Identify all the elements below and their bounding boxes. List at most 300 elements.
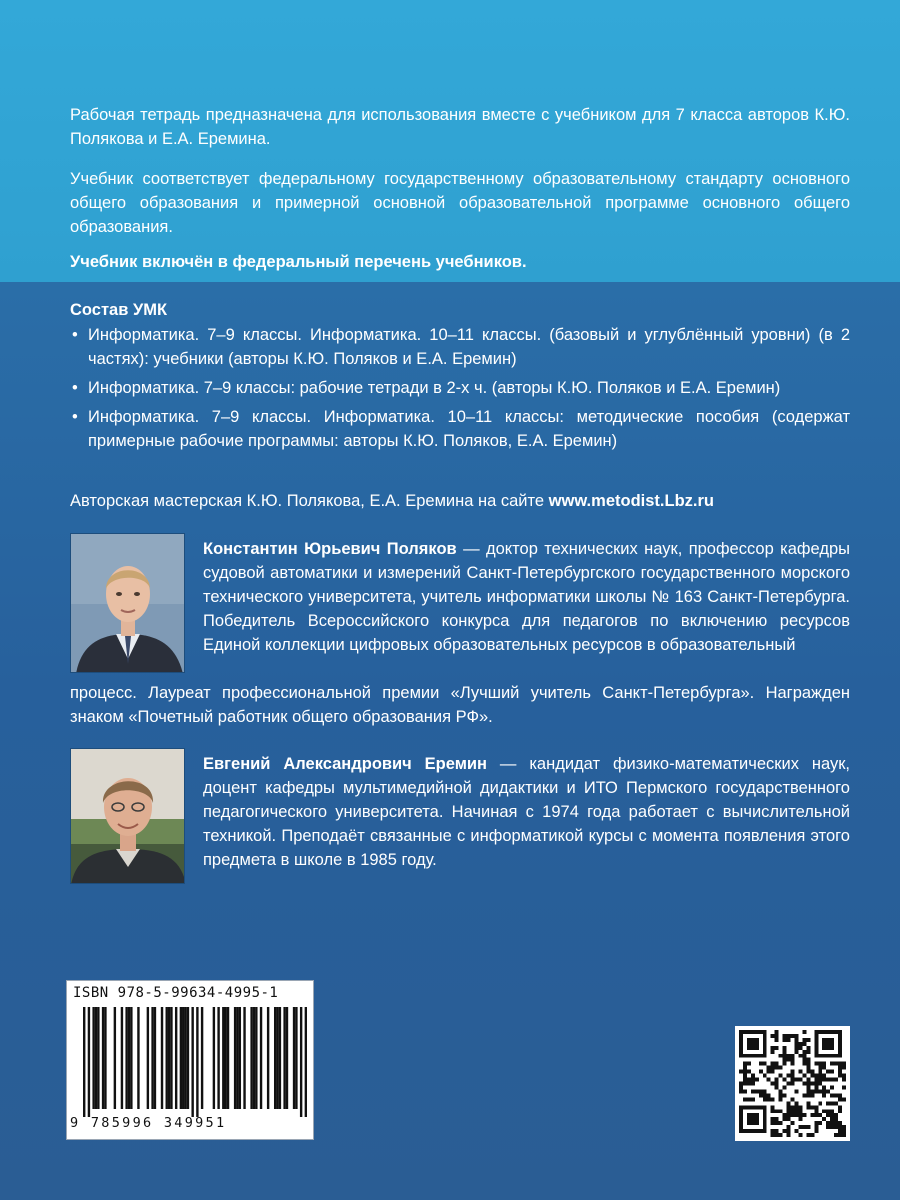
qr-module bbox=[810, 1074, 814, 1078]
barcode-bar bbox=[121, 1007, 123, 1109]
barcode-bar bbox=[250, 1007, 252, 1109]
qr-module bbox=[810, 1089, 814, 1093]
qr-module bbox=[842, 1085, 846, 1089]
qr-module bbox=[802, 1074, 806, 1078]
qr-module bbox=[842, 1133, 846, 1137]
barcode-bar bbox=[255, 1007, 257, 1109]
qr-module bbox=[771, 1066, 775, 1070]
author-bio-text: — кандидат физико-математических наук, доцент кафедры мультимедийной дидактики и ИТО Пермского государственного педагогического университета. Начиная с 1974 года работает с вычислительной техникой. Преподаёт связанные с информатикой курсы с момента появления этого предмета в школе в 1985 году. bbox=[203, 755, 850, 869]
qr-module bbox=[783, 1093, 787, 1097]
barcode-digits: 9 785996 349951 bbox=[70, 1115, 227, 1131]
qr-module bbox=[838, 1105, 842, 1109]
qr-module bbox=[834, 1078, 838, 1082]
qr-module bbox=[834, 1125, 838, 1129]
qr-module bbox=[798, 1109, 802, 1113]
qr-module bbox=[775, 1066, 779, 1070]
qr-module bbox=[806, 1101, 810, 1105]
qr-module bbox=[771, 1050, 775, 1054]
qr-module bbox=[814, 1125, 818, 1129]
qr-module bbox=[771, 1070, 775, 1074]
qr-module bbox=[838, 1121, 842, 1125]
qr-module bbox=[822, 1066, 826, 1070]
qr-module bbox=[794, 1105, 798, 1109]
portrait-illustration bbox=[71, 534, 185, 673]
qr-module bbox=[830, 1085, 834, 1089]
barcode-bar bbox=[161, 1007, 163, 1109]
barcode-bar bbox=[147, 1007, 149, 1109]
barcode-bar bbox=[224, 1007, 226, 1109]
barcode-bar bbox=[128, 1007, 130, 1109]
qr-module bbox=[767, 1078, 771, 1082]
qr-module bbox=[794, 1050, 798, 1054]
qr-module bbox=[802, 1030, 806, 1034]
qr-module bbox=[838, 1066, 842, 1070]
qr-module bbox=[787, 1038, 791, 1042]
qr-module bbox=[783, 1054, 787, 1058]
qr-module bbox=[810, 1133, 814, 1137]
qr-module bbox=[775, 1117, 779, 1121]
qr-module bbox=[806, 1066, 810, 1070]
barcode-bar bbox=[234, 1007, 236, 1109]
qr-module bbox=[787, 1125, 791, 1129]
qr-module bbox=[810, 1113, 814, 1117]
qr-module bbox=[779, 1093, 783, 1097]
qr-module bbox=[787, 1129, 791, 1133]
intro-paragraph-2: Учебник соответствует федеральному государственному образовательному стандарту основного общего образования и примерной основной образовательной программе основного общего образования. bbox=[70, 170, 850, 236]
qr-module bbox=[747, 1097, 751, 1101]
qr-module bbox=[818, 1062, 822, 1066]
umk-list bbox=[70, 323, 850, 458]
qr-module bbox=[814, 1078, 818, 1082]
qr-module bbox=[763, 1089, 767, 1093]
qr-module bbox=[791, 1074, 795, 1078]
qr-module bbox=[830, 1113, 834, 1117]
qr-module bbox=[830, 1078, 834, 1082]
qr-module bbox=[818, 1078, 822, 1082]
qr-module bbox=[842, 1078, 846, 1082]
qr-module bbox=[834, 1133, 838, 1137]
qr-module bbox=[822, 1089, 826, 1093]
author-photo-eremin bbox=[70, 748, 185, 884]
barcode-bar bbox=[305, 1007, 307, 1117]
barcode-bar bbox=[217, 1007, 219, 1109]
qr-module bbox=[787, 1105, 791, 1109]
qr-module bbox=[794, 1109, 798, 1113]
barcode-bar bbox=[102, 1007, 104, 1109]
qr-module bbox=[755, 1089, 759, 1093]
qr-module bbox=[787, 1101, 791, 1105]
qr-module bbox=[771, 1097, 775, 1101]
qr-module bbox=[810, 1070, 814, 1074]
qr-module bbox=[791, 1082, 795, 1086]
author-photo-polyakov bbox=[70, 533, 185, 673]
qr-module bbox=[842, 1074, 846, 1078]
qr-module bbox=[806, 1125, 810, 1129]
barcode-bar bbox=[83, 1007, 85, 1117]
qr-module bbox=[802, 1054, 806, 1058]
qr-module bbox=[759, 1070, 763, 1074]
qr-module bbox=[806, 1062, 810, 1066]
qr-module bbox=[802, 1058, 806, 1062]
qr-module bbox=[826, 1070, 830, 1074]
qr-module bbox=[743, 1074, 747, 1078]
qr-module bbox=[791, 1121, 795, 1125]
barcode-bar bbox=[166, 1007, 168, 1109]
qr-module bbox=[775, 1109, 779, 1113]
qr-module bbox=[791, 1113, 795, 1117]
qr-module bbox=[783, 1085, 787, 1089]
qr-module bbox=[743, 1078, 747, 1082]
barcode-icon bbox=[83, 1007, 307, 1117]
qr-module bbox=[834, 1093, 838, 1097]
qr-module bbox=[798, 1046, 802, 1050]
qr-module bbox=[798, 1133, 802, 1137]
qr-module bbox=[798, 1054, 802, 1058]
qr-module bbox=[838, 1093, 842, 1097]
barcode-bar bbox=[196, 1007, 198, 1117]
barcode-bar bbox=[283, 1007, 285, 1109]
qr-module bbox=[818, 1121, 822, 1125]
qr-module bbox=[830, 1121, 834, 1125]
qr-module bbox=[775, 1078, 779, 1082]
qr-module bbox=[755, 1078, 759, 1082]
qr-module bbox=[830, 1101, 834, 1105]
qr-module bbox=[759, 1093, 763, 1097]
qr-module bbox=[751, 1097, 755, 1101]
qr-module bbox=[775, 1129, 779, 1133]
qr-module bbox=[802, 1125, 806, 1129]
qr-module bbox=[775, 1082, 779, 1086]
barcode-bar bbox=[300, 1007, 302, 1117]
barcode-bar bbox=[92, 1007, 94, 1109]
qr-module bbox=[798, 1078, 802, 1082]
qr-module bbox=[775, 1034, 779, 1038]
qr-module bbox=[830, 1109, 834, 1113]
qr-module bbox=[763, 1093, 767, 1097]
barcode-bar bbox=[191, 1007, 193, 1117]
qr-module bbox=[814, 1121, 818, 1125]
umk-list-item: • Информатика. 7–9 классы. Информатика. 10–11 классы. (базовый и углублённый уровни) (в 2 частях): учебники (авторы К.Ю. Поляков и Е.А. Еремин) bbox=[70, 323, 850, 371]
barcode-bar bbox=[130, 1007, 132, 1109]
qr-module bbox=[791, 1078, 795, 1082]
qr-module bbox=[779, 1121, 783, 1125]
qr-module bbox=[739, 1085, 743, 1089]
qr-module bbox=[791, 1054, 795, 1058]
qr-module bbox=[806, 1058, 810, 1062]
qr-module bbox=[814, 1089, 818, 1093]
qr-module bbox=[743, 1082, 747, 1086]
qr-module bbox=[806, 1133, 810, 1137]
qr-module bbox=[810, 1093, 814, 1097]
barcode-bar bbox=[293, 1007, 295, 1109]
qr-module bbox=[791, 1109, 795, 1113]
qr-module bbox=[791, 1070, 795, 1074]
qr-module bbox=[739, 1070, 743, 1074]
qr-module bbox=[834, 1101, 838, 1105]
intro-federal-list: Учебник включён в федеральный перечень учебников. bbox=[70, 253, 527, 271]
qr-module bbox=[759, 1062, 763, 1066]
qr-module bbox=[775, 1046, 779, 1050]
barcode-bar bbox=[276, 1007, 278, 1109]
qr-finder bbox=[747, 1113, 759, 1125]
qr-module bbox=[838, 1125, 842, 1129]
barcode-bar bbox=[170, 1007, 172, 1109]
qr-module bbox=[818, 1082, 822, 1086]
qr-module bbox=[794, 1078, 798, 1082]
barcode-bar bbox=[295, 1007, 297, 1109]
qr-module bbox=[842, 1062, 846, 1066]
qr-module bbox=[842, 1129, 846, 1133]
qr-module bbox=[842, 1066, 846, 1070]
qr-finder bbox=[822, 1038, 834, 1050]
qr-code bbox=[735, 1026, 850, 1141]
qr-module bbox=[771, 1046, 775, 1050]
author-bio-text: — доктор технических наук, профессор кафедры судовой автоматики и измерений Санкт-Петербургского государственного морского технического университета, учитель информатики школы № 163 Санкт-Петербурга. Победитель Всероссийского конкурса для педагогов по включению ресурсов Единой коллекции цифровых образовательных ресурсов в образовательный bbox=[203, 540, 850, 654]
barcode-bar bbox=[104, 1007, 106, 1109]
qr-module bbox=[775, 1030, 779, 1034]
qr-module bbox=[830, 1117, 834, 1121]
qr-module bbox=[822, 1085, 826, 1089]
umk-title: Состав УМК bbox=[70, 301, 168, 319]
qr-module bbox=[802, 1093, 806, 1097]
qr-module bbox=[802, 1050, 806, 1054]
qr-module bbox=[806, 1078, 810, 1082]
qr-module bbox=[814, 1074, 818, 1078]
qr-module bbox=[787, 1082, 791, 1086]
qr-module bbox=[751, 1082, 755, 1086]
author-name: Евгений Александрович Еремин bbox=[203, 755, 488, 773]
qr-module bbox=[767, 1066, 771, 1070]
qr-module bbox=[806, 1089, 810, 1093]
qr-module bbox=[806, 1082, 810, 1086]
qr-module bbox=[794, 1034, 798, 1038]
barcode-bar bbox=[154, 1007, 156, 1109]
qr-module bbox=[806, 1038, 810, 1042]
qr-module bbox=[787, 1074, 791, 1078]
qr-module bbox=[802, 1038, 806, 1042]
qr-module bbox=[814, 1082, 818, 1086]
qr-module bbox=[791, 1058, 795, 1062]
qr-module bbox=[747, 1062, 751, 1066]
qr-module bbox=[818, 1066, 822, 1070]
umk-list-item: • Информатика. 7–9 классы: рабочие тетради в 2-х ч. (авторы К.Ю. Поляков и Е.А. Еремин) bbox=[70, 376, 850, 400]
qr-module bbox=[771, 1121, 775, 1125]
qr-module bbox=[838, 1097, 842, 1101]
qr-module bbox=[787, 1109, 791, 1113]
qr-module bbox=[806, 1093, 810, 1097]
qr-module bbox=[806, 1050, 810, 1054]
barcode-bar bbox=[274, 1007, 276, 1109]
qr-module bbox=[779, 1089, 783, 1093]
author-name: Константин Юрьевич Поляков bbox=[203, 540, 457, 558]
qr-module bbox=[743, 1089, 747, 1093]
qr-module bbox=[834, 1117, 838, 1121]
barcode-bar bbox=[213, 1007, 215, 1109]
qr-module bbox=[818, 1089, 822, 1093]
qr-module bbox=[771, 1082, 775, 1086]
qr-module bbox=[810, 1105, 814, 1109]
barcode-bar bbox=[187, 1007, 189, 1109]
qr-module bbox=[783, 1038, 787, 1042]
qr-module bbox=[834, 1121, 838, 1125]
barcode-bar bbox=[168, 1007, 170, 1109]
qr-module bbox=[794, 1038, 798, 1042]
qr-module bbox=[739, 1089, 743, 1093]
author-bio-polyakov bbox=[203, 537, 850, 657]
qr-module bbox=[751, 1074, 755, 1078]
barcode-bar bbox=[180, 1007, 182, 1109]
qr-module bbox=[767, 1093, 771, 1097]
qr-module bbox=[763, 1097, 767, 1101]
qr-module bbox=[822, 1062, 826, 1066]
qr-module bbox=[779, 1109, 783, 1113]
barcode-bar bbox=[236, 1007, 238, 1109]
qr-module bbox=[771, 1034, 775, 1038]
qr-module bbox=[775, 1085, 779, 1089]
qr-module bbox=[806, 1046, 810, 1050]
qr-module bbox=[771, 1133, 775, 1137]
qr-module bbox=[791, 1062, 795, 1066]
qr-module bbox=[747, 1070, 751, 1074]
qr-module bbox=[806, 1070, 810, 1074]
qr-module bbox=[791, 1105, 795, 1109]
qr-module bbox=[743, 1097, 747, 1101]
qr-module bbox=[787, 1054, 791, 1058]
qr-module bbox=[818, 1101, 822, 1105]
qr-module bbox=[751, 1078, 755, 1082]
qr-module bbox=[783, 1034, 787, 1038]
qr-module bbox=[798, 1117, 802, 1121]
qr-module bbox=[771, 1105, 775, 1109]
qr-module bbox=[822, 1074, 826, 1078]
qr-module bbox=[783, 1050, 787, 1054]
barcode-bar bbox=[95, 1007, 97, 1109]
qr-module bbox=[783, 1046, 787, 1050]
qr-module bbox=[802, 1042, 806, 1046]
qr-module bbox=[814, 1113, 818, 1117]
qr-module bbox=[826, 1113, 830, 1117]
qr-module bbox=[767, 1097, 771, 1101]
qr-module bbox=[787, 1117, 791, 1121]
qr-module bbox=[798, 1042, 802, 1046]
qr-module bbox=[818, 1113, 822, 1117]
qr-module bbox=[822, 1078, 826, 1082]
barcode-bar bbox=[182, 1007, 184, 1109]
qr-module bbox=[826, 1089, 830, 1093]
qr-module bbox=[802, 1113, 806, 1117]
qr-module bbox=[814, 1109, 818, 1113]
barcode-bar bbox=[175, 1007, 177, 1109]
qr-module bbox=[779, 1054, 783, 1058]
qr-module bbox=[838, 1129, 842, 1133]
qr-module bbox=[806, 1105, 810, 1109]
barcode-bar bbox=[97, 1007, 99, 1109]
barcode-bar bbox=[114, 1007, 116, 1109]
qr-module bbox=[775, 1038, 779, 1042]
qr-module bbox=[822, 1093, 826, 1097]
qr-module bbox=[791, 1097, 795, 1101]
qr-module bbox=[838, 1070, 842, 1074]
qr-module bbox=[838, 1109, 842, 1113]
qr-module bbox=[798, 1113, 802, 1117]
qr-module bbox=[771, 1117, 775, 1121]
qr-module bbox=[826, 1125, 830, 1129]
qr-module bbox=[747, 1082, 751, 1086]
qr-code-icon bbox=[735, 1026, 850, 1141]
qr-module bbox=[814, 1129, 818, 1133]
barcode-bar bbox=[88, 1007, 90, 1117]
qr-module bbox=[830, 1070, 834, 1074]
qr-module bbox=[759, 1089, 763, 1093]
qr-module bbox=[830, 1093, 834, 1097]
qr-module bbox=[838, 1062, 842, 1066]
qr-module bbox=[779, 1066, 783, 1070]
qr-module bbox=[842, 1125, 846, 1129]
qr-module bbox=[743, 1062, 747, 1066]
qr-module bbox=[826, 1121, 830, 1125]
qr-module bbox=[818, 1074, 822, 1078]
qr-module bbox=[802, 1062, 806, 1066]
barcode-bar bbox=[260, 1007, 262, 1109]
qr-module bbox=[779, 1074, 783, 1078]
qr-module bbox=[783, 1117, 787, 1121]
barcode-bar bbox=[279, 1007, 281, 1109]
qr-module bbox=[787, 1113, 791, 1117]
qr-module bbox=[826, 1101, 830, 1105]
qr-module bbox=[783, 1113, 787, 1117]
qr-module bbox=[794, 1042, 798, 1046]
qr-module bbox=[822, 1109, 826, 1113]
qr-module bbox=[791, 1034, 795, 1038]
barcode-bar bbox=[239, 1007, 241, 1109]
qr-module bbox=[783, 1062, 787, 1066]
qr-module bbox=[794, 1089, 798, 1093]
qr-module bbox=[794, 1113, 798, 1117]
qr-module bbox=[814, 1085, 818, 1089]
qr-module bbox=[775, 1133, 779, 1137]
barcode-bar bbox=[243, 1007, 245, 1109]
author-workshop-line bbox=[70, 489, 850, 513]
intro-paragraph-1: Рабочая тетрадь предназначена для использования вместе с учебником для 7 класса авторов К.Ю. Полякова и Е.А. Еремина. bbox=[70, 106, 850, 148]
qr-module bbox=[842, 1097, 846, 1101]
qr-module bbox=[783, 1058, 787, 1062]
qr-module bbox=[826, 1078, 830, 1082]
qr-module bbox=[771, 1062, 775, 1066]
qr-module bbox=[775, 1121, 779, 1125]
qr-module bbox=[779, 1133, 783, 1137]
author-bio-eremin bbox=[203, 752, 850, 872]
qr-module bbox=[838, 1133, 842, 1137]
qr-module bbox=[763, 1062, 767, 1066]
barcode-bar bbox=[125, 1007, 127, 1109]
portrait-illustration bbox=[71, 749, 185, 884]
qr-module bbox=[787, 1058, 791, 1062]
qr-module bbox=[771, 1129, 775, 1133]
qr-module bbox=[794, 1101, 798, 1105]
qr-module bbox=[818, 1070, 822, 1074]
qr-module bbox=[814, 1062, 818, 1066]
qr-module bbox=[802, 1082, 806, 1086]
barcode-bar bbox=[184, 1007, 186, 1109]
qr-module bbox=[830, 1062, 834, 1066]
qr-module bbox=[771, 1109, 775, 1113]
qr-module bbox=[787, 1034, 791, 1038]
qr-module bbox=[775, 1062, 779, 1066]
author-workshop-url: www.metodist.Lbz.ru bbox=[548, 492, 714, 510]
qr-module bbox=[767, 1070, 771, 1074]
qr-module bbox=[798, 1125, 802, 1129]
qr-module bbox=[739, 1082, 743, 1086]
